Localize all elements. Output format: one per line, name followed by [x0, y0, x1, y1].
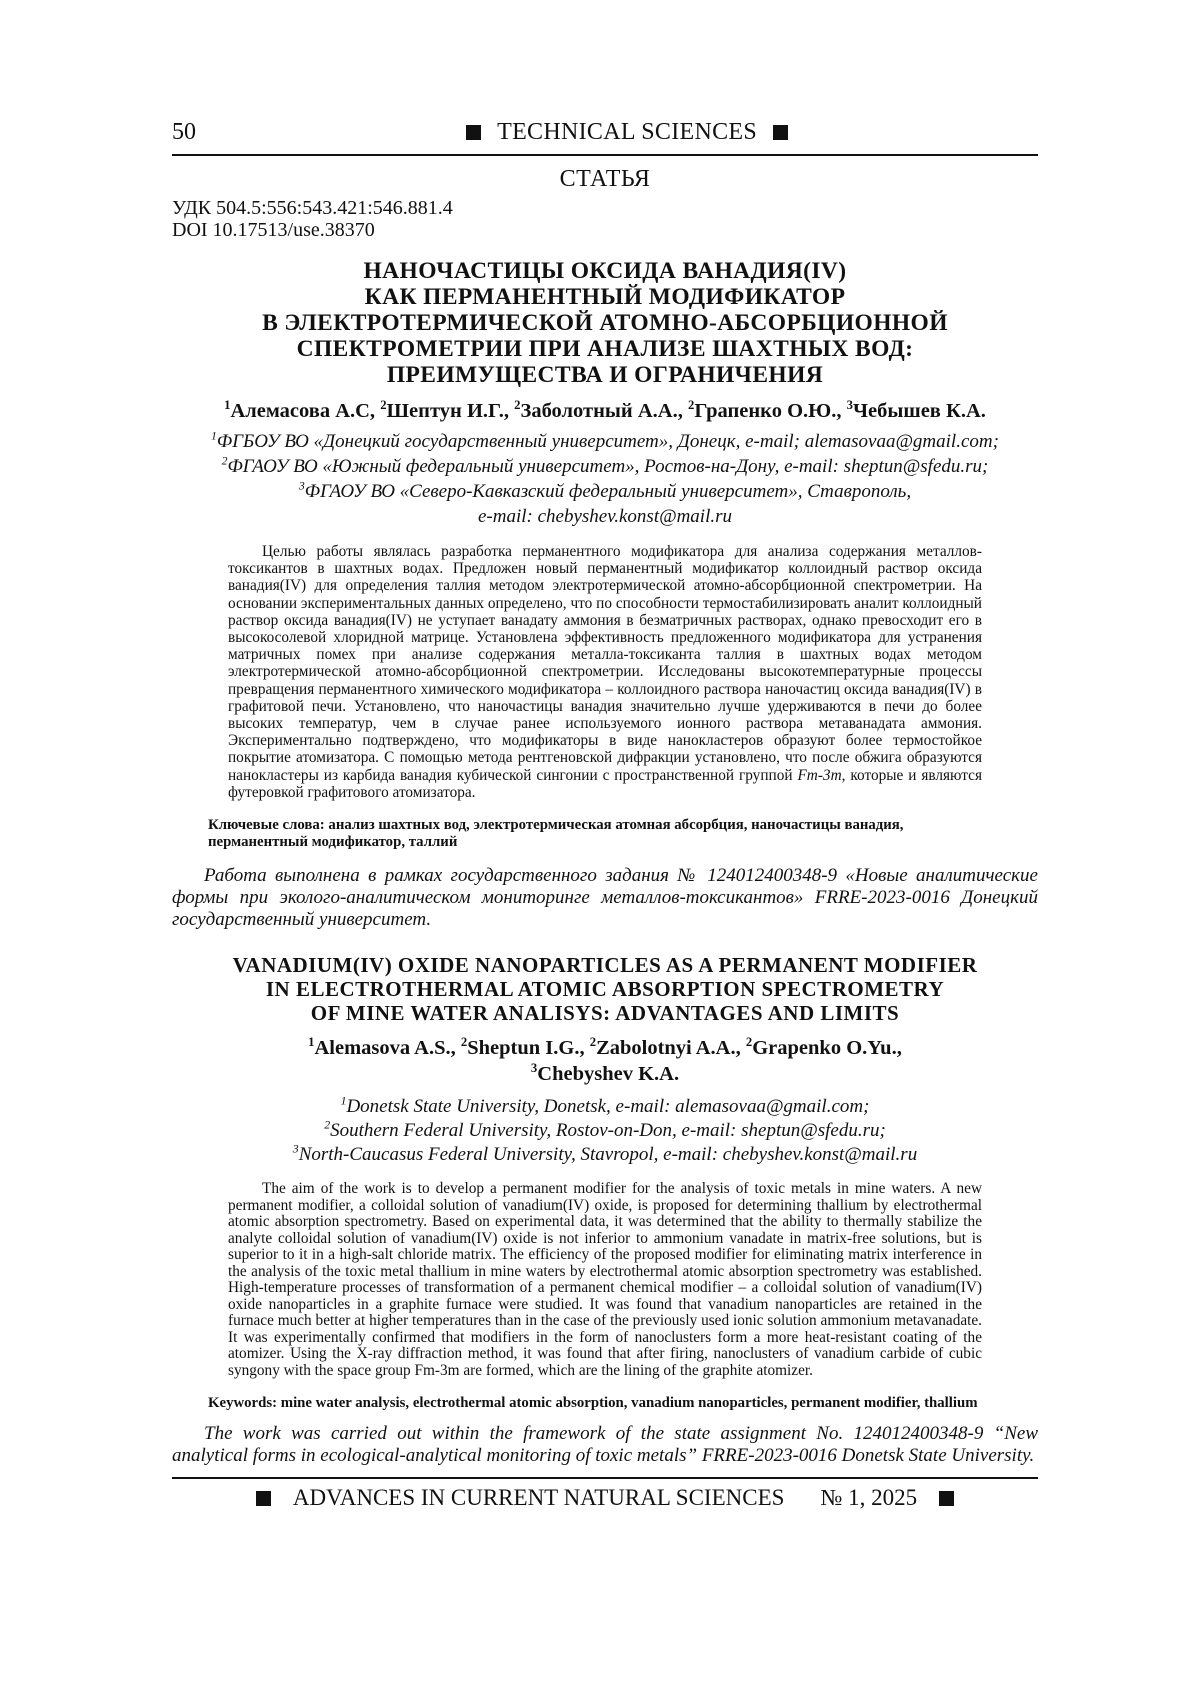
- footer-divider: [172, 1477, 1038, 1479]
- affiliation-index: 2: [324, 1118, 331, 1132]
- affiliation-text: Donetsk State University, Donetsk, e-mail: alemasovaa@gmail.com;: [346, 1096, 870, 1118]
- affiliation-line: [172, 1119, 1038, 1143]
- affiliation-line: [172, 1143, 1038, 1167]
- affiliation-index: 3: [298, 479, 305, 493]
- affiliation-index: 1: [340, 1094, 347, 1108]
- abstract-ru-text: Целью работы являлась разработка перманентного модификатора для анализа содержания металлов-токсикантов в шахтных водах. Предложен новый перманентный модификатор коллоидный раствор оксида ванадия(IV) для определения таллия методом электротермической атомно-абсорбционной спектрометрии. На основании экспериментальных данных определено, что по способности термостабилизировать аналит коллоидный раствор оксида ванадия(IV) не уступает ванадату аммония в безматричных растворах, однако превосходит его в высокосолевой хлоридной матрице. Установлена эффективность предложенного модификатора для устранения матричных помех при анализе содержания металла-токсиканта таллия в шахтных водах методом электротермической атомно-абсорбционной спектрометрии. Исследованы высокотемпературные процессы превращения перманентного химического модификатора – коллоидного раствора наночастиц оксида ванадия(IV) в графитовой печи. Установлено, что наночастицы ванадия значительно лучше удерживаются в печи до более высоких температур, чем в случае ранее используемого ионного раствора метаванадата аммония. Экспериментально подтверждено, что модификаторы в виде нанокластеров образуют более термостойкое покрытие атомизатора. С помощью метода рентгеновской дифракции установлено, что после обжига образуются нанокластеры из карбида ванадия кубической сингонии с пространственной группой: [228, 543, 982, 784]
- affiliation-text: Southern Federal University, Rostov-on-Don, e-mail: sheptun@sfedu.ru;: [330, 1120, 886, 1142]
- authors-ru: [172, 398, 1038, 424]
- author-affiliation-index: 2: [589, 1035, 597, 1050]
- journal-page: [172, 110, 1038, 1511]
- author-affiliation-index: 2: [745, 1035, 753, 1050]
- abstract-ru: [228, 543, 982, 801]
- journal-section-banner: [466, 119, 788, 146]
- author-affiliation-index: 1: [308, 1035, 315, 1050]
- affiliation-text: ФГАОУ ВО «Северо-Кавказский федеральный университет», Ставрополь,: [304, 481, 912, 502]
- author-affiliation-index: 2: [687, 398, 695, 413]
- affiliation-index: 3: [292, 1142, 299, 1156]
- author-name: Chebyshev K.A.: [537, 1063, 680, 1086]
- author-name: Алемасова А.С,: [230, 400, 381, 422]
- title-en-line: VANADIUM(IV) OXIDE NANOPARTICLES AS A PERMANENT MODIFIER: [232, 953, 978, 978]
- abstract-ru-text-end: , которые и являются футеровкой графитового атомизатора.: [228, 766, 982, 801]
- keywords-label: Keywords:: [208, 1395, 281, 1412]
- page-number: 50: [172, 118, 196, 145]
- issue-number: № 1, 2025: [820, 1485, 918, 1511]
- affiliation-index: 1: [211, 429, 217, 443]
- funding-note-en: The work was carried out within the framework of the state assignment No. 124012400348-9 “New analytical forms in ecological-analytical monitoring of toxic metals” FRRE-2023-0016 Donetsk State University.: [172, 1423, 1038, 1467]
- affiliation-text: North-Caucasus Federal University, Stavropol, e-mail: chebyshev.konst@mail.ru: [298, 1144, 918, 1166]
- author-name: Заболотный А.А.,: [520, 400, 688, 422]
- affiliation-line: [172, 1095, 1038, 1119]
- affiliation-line: [172, 504, 1038, 529]
- author-name: Sheptun I.G.,: [467, 1037, 590, 1060]
- title-en-line: IN ELECTROTHERMAL ATOMIC ABSORPTION SPECTROMETRY: [265, 977, 945, 1002]
- affiliation-index: 2: [221, 454, 228, 468]
- affiliation-line: [172, 454, 1038, 479]
- funding-note-ru: Работа выполнена в рамках государственного задания № 124012400348-9 «Новые аналитические формы при эколого-аналитическом мониторинге металлов-токсикантов» FRRE-2023-0016 Донецкий государственный университет.: [172, 865, 1038, 931]
- space-group-italic: Fm-3m: [797, 766, 842, 784]
- authors-ru-line: [172, 398, 1038, 424]
- square-bullet-icon: [256, 1491, 271, 1506]
- author-name: Грапенко О.Ю.,: [694, 400, 847, 422]
- author-affiliation-index: 2: [380, 398, 387, 413]
- title-ru-line: КАК ПЕРМАНЕНТНЫЙ МОДИФИКАТОР: [364, 284, 846, 310]
- square-bullet-icon: [939, 1491, 954, 1506]
- udc-code: УДК 504.5:556:543.421:546.881.4: [172, 197, 453, 219]
- affiliations-en: [172, 1095, 1038, 1167]
- identifiers: [172, 197, 1038, 241]
- title-ru-line: СПЕКТРОМЕТРИИ ПРИ АНАЛИЗЕ ШАХТНЫХ ВОД:: [296, 336, 914, 362]
- author-affiliation-index: 3: [846, 398, 853, 413]
- title-ru-line: НАНОЧАСТИЦЫ ОКСИДА ВАНАДИЯ(IV): [363, 258, 847, 284]
- page-footer: [172, 1485, 1038, 1511]
- abstract-en: The aim of the work is to develop a permanent modifier for the analysis of toxic metals in mine waters. A new permanent modifier, a colloidal solution of vanadium(IV) oxide, is proposed for determining thallium by electrothermal atomic absorption spectrometry. Based on experimental data, it was determined that the ability to thermally stabilize the analyte colloidal solution of vanadium(IV) oxide is not inferior to ammonium vanadate in matrix-free solutions, but is superior to it in a high-salt chloride matrix. The efficiency of the proposed modifier for eliminating matrix interference in the analysis of the toxic metal thallium in mine waters by electrothermal atomic absorption spectrometry was established. High-temperature processes of transformation of a permanent chemical modifier – a colloidal solution of vanadium(IV) oxide nanoparticles in a graphite furnace were studied. It was found that vanadium nanoparticles are retained in the furnace much better at higher temperatures than in the case of the previously used ionic solution ammonium metavanadate. It was experimentally confirmed that modifiers in the form of nanoclusters form a more heat-resistant coating of the atomizer. Using the X-ray diffraction method, it was found that after firing, nanoclusters of vanadium carbide of cubic syngony with the space group Fm-3m are formed, which are the lining of the graphite atomizer.: [228, 1180, 982, 1379]
- author-name: Чебышев К.А.: [852, 400, 986, 422]
- author-name: Zabolotnyi A.A.,: [596, 1037, 746, 1060]
- author-name: Шептун И.Г.,: [386, 400, 515, 422]
- affiliation-text: ФГБОУ ВО «Донецкий государственный университет», Донецк, e-mail; alemasovaa@gmail.com;: [216, 431, 999, 452]
- author-name: Alemasova A.S.,: [314, 1037, 461, 1060]
- doi-code: DOI 10.17513/use.38370: [172, 219, 375, 241]
- author-affiliation-index: 2: [460, 1035, 468, 1050]
- square-bullet-icon: [773, 125, 788, 140]
- authors-en-line: [172, 1061, 1038, 1087]
- keywords-text: mine water analysis, electrothermal atomic absorption, vanadium nanoparticles, permanent modifier, thallium: [280, 1395, 978, 1412]
- title-ru-line: ПРЕИМУЩЕСТВА И ОГРАНИЧЕНИЯ: [386, 362, 824, 388]
- article-title-ru: [172, 258, 1038, 388]
- keywords-ru: [208, 817, 982, 851]
- keywords-label: Ключевые слова:: [208, 817, 329, 834]
- affiliation-text: ФГАОУ ВО «Южный федеральный университет», Ростов-на-Дону, e-mail: sheptun@sfedu.ru;: [227, 456, 989, 477]
- affiliation-text: e-mail: chebyshev.konst@mail.ru: [477, 506, 733, 527]
- article-type: СТАТЬЯ: [559, 166, 651, 192]
- journal-name: ADVANCES IN CURRENT NATURAL SCIENCES: [292, 1485, 785, 1511]
- authors-en: [172, 1035, 1038, 1087]
- header-divider: [172, 154, 1038, 156]
- author-name: Grapenko O.Yu.,: [752, 1037, 902, 1060]
- affiliation-line: [172, 479, 1038, 504]
- affiliation-line: [172, 429, 1038, 454]
- title-en-line: OF MINE WATER ANALISYS: ADVANTAGES AND LIMITS: [310, 1001, 900, 1026]
- title-ru-line: В ЭЛЕКТРОТЕРМИЧЕСКОЙ АТОМНО-АБСОРБЦИОННОЙ: [262, 310, 948, 336]
- affiliations-ru: [172, 429, 1038, 529]
- keywords-en: [208, 1395, 998, 1411]
- article-title-en: [172, 953, 1038, 1025]
- authors-en-line: [172, 1035, 1038, 1061]
- page-header: [172, 110, 1038, 154]
- journal-section: TECHNICAL SCIENCES: [497, 118, 757, 145]
- square-bullet-icon: [466, 125, 481, 140]
- keywords-text: анализ шахтных вод, электротермическая атомная абсорбция, наночастицы ванадия, перманентный модификатор, таллий: [208, 817, 904, 851]
- author-affiliation-index: 2: [514, 398, 521, 413]
- author-affiliation-index: 3: [530, 1061, 538, 1076]
- author-affiliation-index: 1: [224, 398, 231, 413]
